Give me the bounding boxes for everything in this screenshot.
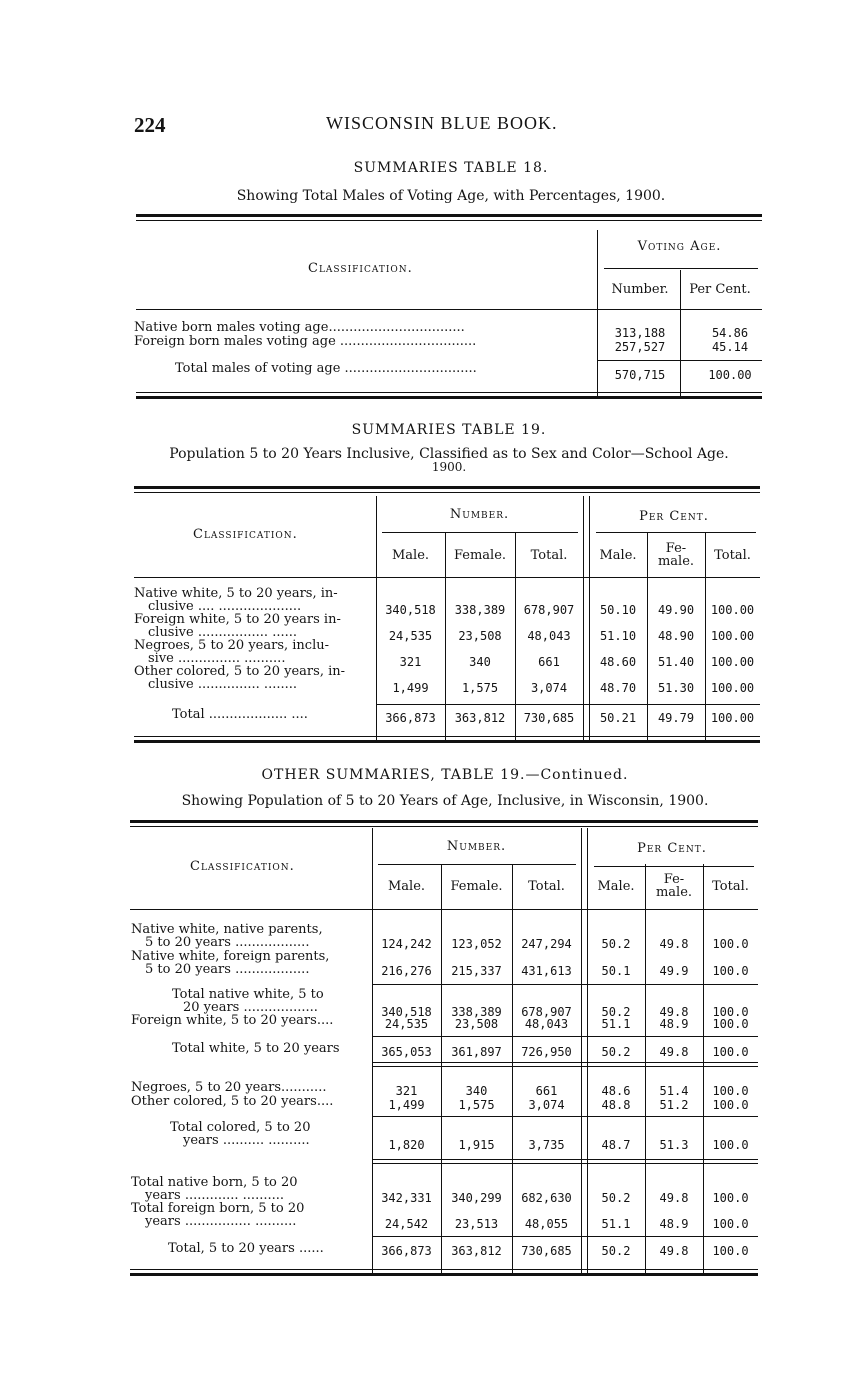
table19b-title: OTHER SUMMARIES, TABLE 19.—Continued. — [261, 767, 629, 783]
table19b-cell: 100.0 — [712, 964, 749, 978]
table19b-row-label: years ............. .......... — [145, 1188, 284, 1203]
table19-cell: 51.10 — [599, 629, 637, 643]
table19-total-rule — [376, 704, 760, 705]
table19-total-cell: 363,812 — [454, 711, 506, 725]
table19b-vline — [581, 828, 582, 1273]
table19b-cell: 3,074 — [528, 1098, 565, 1112]
table19-total-cell: 730,685 — [523, 711, 575, 725]
table19b-cell: 50.2 — [601, 1244, 631, 1258]
table19b-vline — [645, 864, 646, 1273]
table19b-cell: 51.2 — [659, 1098, 689, 1112]
table19b-group-number: Number. — [446, 839, 507, 854]
table19-total-cell: 50.21 — [599, 711, 637, 725]
table19b-cell: 361,897 — [451, 1045, 502, 1059]
table19b-row-label: years .......... .......... — [183, 1133, 310, 1148]
table19b-col-female: Female. — [450, 879, 503, 894]
table18-vline-1 — [597, 230, 598, 396]
table19b-row-label: Total, 5 to 20 years ...... — [168, 1241, 324, 1256]
table19b-rule — [372, 1062, 758, 1063]
table19b-cell: 1,499 — [388, 1098, 425, 1112]
table19b-cell: 340,299 — [451, 1191, 502, 1205]
table19-cell: 24,535 — [388, 629, 433, 643]
table18-cell: 257,527 — [614, 340, 666, 354]
table19b-row-label: 5 to 20 years .................. — [145, 962, 310, 977]
table19-cell: 51.40 — [657, 655, 695, 669]
table19b-cell: 247,294 — [521, 937, 572, 951]
table19b-row-label: years ................ .......... — [145, 1214, 297, 1229]
table19-cell: 48,043 — [527, 629, 571, 643]
table19b-cell: 363,812 — [451, 1244, 502, 1258]
table18-col-number: Number. — [611, 282, 669, 297]
table18-total-label: Total males of voting age ................................ — [175, 361, 477, 376]
table19b-cell: 23,508 — [454, 1017, 499, 1031]
table19b-cell: 48.7 — [601, 1138, 631, 1152]
table19b-cell: 49.9 — [659, 964, 689, 978]
table19b-col-total: Total. — [528, 879, 565, 894]
table19b-cell: 431,613 — [521, 964, 572, 978]
table19-group-number: Number. — [449, 507, 510, 522]
table19b-cell: 366,873 — [381, 1244, 432, 1258]
table19b-rule — [372, 1066, 758, 1067]
table19b-cell: 100.0 — [712, 1217, 749, 1231]
table19-col-pct-female-1: Fe- — [665, 541, 687, 556]
table19-bottom-rule — [134, 740, 760, 743]
table19b-row-label: Total native white, 5 to — [172, 987, 324, 1002]
table19b-cell: 50.2 — [601, 937, 631, 951]
table19b-row-label: Total colored, 5 to 20 — [170, 1120, 311, 1135]
table19b-cell: 1,820 — [388, 1138, 425, 1152]
table19b-cell: 100.0 — [712, 1017, 749, 1031]
table19b-cell: 49.8 — [659, 937, 689, 951]
table19b-cell: 49.8 — [659, 1244, 689, 1258]
table19-col-pct-total: Total. — [714, 548, 751, 563]
table19b-row-label: Total white, 5 to 20 years — [172, 1041, 340, 1056]
table19-col-female: Female. — [453, 548, 507, 563]
table19b-cell: 100.0 — [712, 1005, 749, 1019]
table19b-cell: 100.0 — [712, 937, 749, 951]
table19b-cell: 215,337 — [451, 964, 502, 978]
table19-total-cell: 49.79 — [657, 711, 695, 725]
table18-bottom-rule — [136, 396, 762, 399]
table19-cell: 100.00 — [710, 629, 755, 643]
table19b-cell: 342,331 — [381, 1191, 432, 1205]
table19b-cell: 48.8 — [601, 1098, 631, 1112]
table19b-cell: 100.0 — [712, 1084, 749, 1098]
table19b-cell: 661 — [535, 1084, 558, 1098]
table19b-bottom-rule-inner — [130, 1269, 758, 1270]
table19b-cell: 49.8 — [659, 1191, 689, 1205]
table19b-rule — [372, 1236, 758, 1237]
table19b-vline — [512, 864, 513, 1273]
table19-row-label: sive ............... .......... — [148, 651, 286, 666]
table19b-row-label: Total native born, 5 to 20 — [131, 1175, 298, 1190]
table18-total-pct: 100.00 — [708, 368, 752, 382]
table19-cell: 100.00 — [710, 655, 755, 669]
table19b-cell: 340,518 — [381, 1005, 432, 1019]
table19b-cell: 321 — [395, 1084, 418, 1098]
table19-title: SUMMARIES TABLE 19. — [351, 422, 547, 438]
table19b-col-pct-female-2: male. — [655, 885, 693, 900]
table19b-classification-header: Classification. — [190, 859, 295, 874]
table19b-cell: 24,535 — [384, 1017, 429, 1031]
table19b-row-label: 20 years .................. — [183, 1000, 318, 1015]
table19b-group-rule — [378, 864, 576, 865]
table18-classification-header: Classification. — [308, 261, 413, 276]
table19b-cell: 340 — [465, 1084, 488, 1098]
table19b-rule — [372, 1163, 758, 1164]
table19b-cell: 3,735 — [528, 1138, 565, 1152]
table19b-cell: 51.1 — [601, 1017, 631, 1031]
table19b-row-label: Negroes, 5 to 20 years........... — [131, 1080, 327, 1095]
table19-top-rule-inner — [134, 492, 760, 493]
table18-top-rule — [136, 214, 762, 217]
table19b-cell: 100.0 — [712, 1138, 749, 1152]
table19b-cell: 730,685 — [521, 1244, 572, 1258]
table19b-cell: 51.3 — [659, 1138, 689, 1152]
table19-cell: 23,508 — [458, 629, 502, 643]
table19b-group-percent: Per Cent. — [637, 841, 707, 856]
table19b-row-label: Native white, native parents, — [131, 922, 323, 937]
table19b-cell: 124,242 — [381, 937, 432, 951]
table19b-rule — [372, 1159, 758, 1160]
table19b-cell: 100.0 — [712, 1098, 749, 1112]
table19b-cell: 49.8 — [659, 1045, 689, 1059]
table19b-row-label: Total foreign born, 5 to 20 — [131, 1201, 305, 1216]
table19-row-label: Foreign white, 5 to 20 years in- — [134, 612, 341, 627]
table18-title: SUMMARIES TABLE 18. — [353, 160, 549, 176]
table19-cell: 3,074 — [530, 681, 568, 695]
table18-cell: 45.14 — [711, 340, 749, 354]
table19b-row-label: Foreign white, 5 to 20 years.... — [131, 1013, 334, 1028]
running-header: WISCONSIN BLUE BOOK. — [326, 113, 558, 133]
table18-cell: 54.86 — [711, 326, 749, 340]
table19b-vline — [703, 864, 704, 1273]
table19b-cell: 100.0 — [712, 1191, 749, 1205]
table19b-row-label: Native white, foreign parents, — [131, 949, 330, 964]
table18-bottom-rule-inner — [136, 392, 762, 393]
table19-cell: 338,389 — [454, 603, 506, 617]
table19-row-label: Other colored, 5 to 20 years, in- — [134, 664, 346, 679]
table19b-cell: 50.2 — [601, 1045, 631, 1059]
table19b-col-male: Male. — [387, 879, 426, 894]
table19-cell: 100.00 — [710, 603, 755, 617]
table19b-col-pct-total: Total. — [712, 879, 749, 894]
table19b-cell: 682,630 — [521, 1191, 572, 1205]
table19b-rule — [372, 984, 758, 985]
table19b-header-rule — [130, 909, 758, 910]
table19b-row-label: 5 to 20 years .................. — [145, 935, 310, 950]
table19b-cell: 1,915 — [458, 1138, 495, 1152]
table19b-cell: 50.1 — [601, 964, 631, 978]
table19b-cell: 100.0 — [712, 1244, 749, 1258]
table19-subtitle-year: 1900. — [431, 460, 467, 474]
table18-cell: 313,188 — [614, 326, 666, 340]
table19b-cell: 50.2 — [601, 1191, 631, 1205]
table19-bottom-rule-inner — [134, 736, 760, 737]
table19b-cell: 48,043 — [524, 1017, 569, 1031]
table19-cell: 321 — [399, 655, 422, 669]
table19b-col-pct-female-1: Fe- — [663, 872, 685, 887]
table18-col-percent: Per Cent. — [689, 282, 751, 297]
table19b-cell: 678,907 — [521, 1005, 572, 1019]
table19b-cell: 51.1 — [601, 1217, 631, 1231]
table19-cell: 48.90 — [657, 629, 695, 643]
table19-group-rule — [382, 532, 578, 533]
table19-total-cell: 100.00 — [710, 711, 755, 725]
table19-cell: 340,518 — [385, 603, 436, 617]
table19-row-label: clusive ............... ........ — [148, 677, 297, 692]
table19-cell: 1,499 — [392, 681, 429, 695]
table19b-cell: 365,053 — [381, 1045, 432, 1059]
table19-cell: 100.00 — [710, 681, 755, 695]
table19-subtitle: Population 5 to 20 Years Inclusive, Classified as to Sex and Color—School Age. — [169, 446, 729, 462]
table19-cell: 51.30 — [657, 681, 695, 695]
table19-cell: 48.70 — [599, 681, 637, 695]
table19-cell: 661 — [538, 655, 560, 669]
table19b-subtitle: Showing Population of 5 to 20 Years of Age, Inclusive, in Wisconsin, 1900. — [181, 793, 709, 809]
table19-row-label: clusive ................. ...... — [148, 625, 297, 640]
table18-row-label: Native born males voting age................................. — [134, 320, 465, 335]
table19b-cell: 216,276 — [381, 964, 432, 978]
table19-cell: 678,907 — [523, 603, 575, 617]
table19-row-label: Native white, 5 to 20 years, in- — [134, 586, 338, 601]
table18-group-header: Voting Age. — [637, 239, 722, 254]
table19-group-percent: Per Cent. — [639, 509, 709, 524]
table19b-cell: 51.4 — [659, 1084, 689, 1098]
table19-classification-header: Classification. — [193, 527, 298, 542]
table19b-cell: 123,052 — [451, 937, 502, 951]
page-number: 224 — [134, 113, 166, 137]
table18-row-label: Foreign born males voting age ................................. — [134, 334, 477, 349]
table19b-bottom-rule — [130, 1273, 758, 1276]
table19b-row-label: Other colored, 5 to 20 years.... — [131, 1094, 334, 1109]
table18-top-rule-inner — [136, 220, 762, 221]
table19-total-label: Total ................... .... — [172, 707, 308, 722]
table19b-top-rule-inner — [130, 826, 758, 827]
table19-col-pct-male: Male. — [599, 548, 637, 563]
table19b-top-rule — [130, 820, 758, 823]
table19-row-label: clusive .... .................... — [148, 599, 302, 614]
table19-top-rule — [134, 486, 760, 489]
table19b-cell: 1,575 — [458, 1098, 495, 1112]
table19-total-cell: 366,873 — [385, 711, 436, 725]
table19-cell: 340 — [469, 655, 491, 669]
table19b-cell: 48,055 — [524, 1217, 569, 1231]
table19-cell: 49.90 — [657, 603, 695, 617]
table19b-cell: 50.2 — [601, 1005, 631, 1019]
table19b-cell: 24,542 — [384, 1217, 429, 1231]
table19b-cell: 48.6 — [601, 1084, 631, 1098]
table19b-group-rule — [594, 866, 754, 867]
table19-row-label: Negroes, 5 to 20 years, inclu- — [134, 638, 329, 653]
table19b-vline — [441, 864, 442, 1273]
table18-total-number: 570,715 — [614, 368, 666, 382]
table19b-rule — [372, 1116, 758, 1117]
table19b-cell: 338,389 — [451, 1005, 502, 1019]
table19b-rule — [372, 1036, 758, 1037]
table19-cell: 50.10 — [599, 603, 637, 617]
table19-col-male: Male. — [391, 548, 430, 563]
table19-cell: 1,575 — [461, 681, 499, 695]
table18-header-rule — [136, 309, 762, 310]
table19-group-rule — [596, 532, 756, 533]
table19b-col-pct-male: Male. — [597, 879, 635, 894]
table19-col-pct-female-2: male. — [657, 554, 695, 569]
table19b-cell: 23,513 — [454, 1217, 499, 1231]
table19b-cell: 48.9 — [659, 1017, 689, 1031]
table19b-cell: 49.8 — [659, 1005, 689, 1019]
table18-subtitle: Showing Total Males of Voting Age, with Percentages, 1900. — [236, 188, 666, 204]
table19b-cell: 726,950 — [521, 1045, 572, 1059]
table19-col-total: Total. — [530, 548, 568, 563]
table18-total-rule — [597, 360, 762, 361]
table19-header-rule — [134, 577, 760, 578]
table19b-cell: 48.9 — [659, 1217, 689, 1231]
table19-cell: 48.60 — [599, 655, 637, 669]
table19b-cell: 100.0 — [712, 1045, 749, 1059]
table18-group-rule — [604, 268, 758, 269]
